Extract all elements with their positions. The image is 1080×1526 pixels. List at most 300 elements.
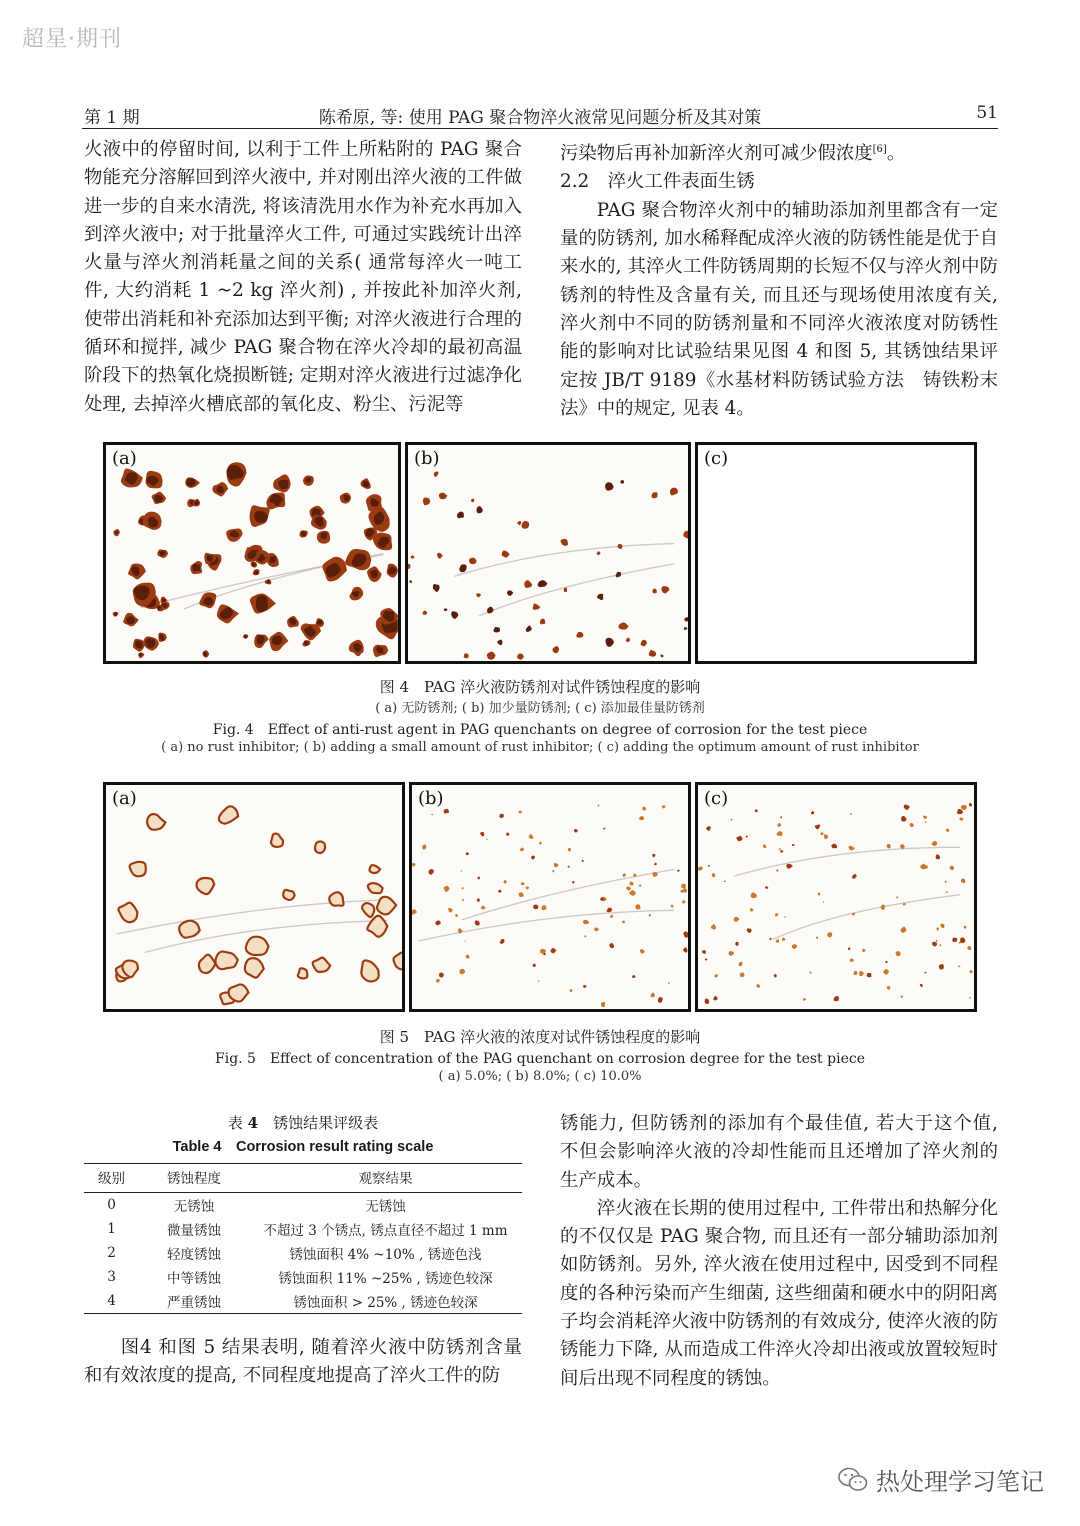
rust-spot <box>498 889 501 892</box>
rust-spot <box>816 937 818 939</box>
rust-spot <box>852 874 857 879</box>
rust-spot <box>654 863 657 866</box>
rust-spot <box>964 926 967 929</box>
rust-spot <box>680 890 683 893</box>
rust-spot <box>939 944 941 946</box>
rust-spot <box>497 640 502 646</box>
rust-spot <box>451 611 458 619</box>
rust-spot <box>746 835 748 837</box>
rust-spot <box>881 905 885 910</box>
rust-spot <box>271 834 283 847</box>
rust-spot <box>570 989 573 992</box>
rust-spot <box>626 638 630 642</box>
rust-spot <box>946 829 949 833</box>
rust-spot <box>428 869 433 875</box>
rust-spot <box>487 607 494 614</box>
column-header: 锈蚀程度 <box>139 1164 249 1193</box>
rust-spot <box>668 982 669 984</box>
rust-spot <box>848 846 854 851</box>
rust-spot <box>256 595 268 612</box>
rust-spot <box>246 937 269 955</box>
rust-spot <box>476 506 482 513</box>
rust-spot <box>436 979 440 983</box>
rust-spot <box>715 974 719 977</box>
header-rule <box>82 128 998 129</box>
rust-spot <box>606 908 612 913</box>
rust-spot <box>408 564 411 569</box>
rust-spot <box>529 834 534 839</box>
rust-spot <box>780 850 783 853</box>
rust-spot <box>245 958 264 978</box>
rust-spot <box>705 999 710 1004</box>
scratch-mark <box>479 564 674 616</box>
rust-spot <box>823 901 825 903</box>
left-column-top <box>84 136 522 419</box>
rust-spot <box>609 943 614 948</box>
rust-spot <box>623 873 627 876</box>
rust-spot <box>603 828 605 830</box>
rust-spot <box>329 892 343 905</box>
rust-spot <box>850 958 854 962</box>
rust-spot <box>486 838 487 840</box>
rust-spot <box>641 640 647 646</box>
rust-spot <box>736 836 742 841</box>
rust-spot <box>629 882 633 886</box>
fig5-caption-cn: 图 5 PAG 淬火液的浓度对试件锈蚀程度的影响 <box>379 1028 701 1046</box>
table-cell: 无锈蚀 <box>365 1199 406 1215</box>
running-title: 陈希原, 等: 使用 PAG 聚合物淬火液常见问题分析及其对策 <box>318 108 762 128</box>
rust-spot <box>192 564 200 571</box>
rust-spot <box>576 632 583 638</box>
rust-spot <box>854 971 858 975</box>
rust-spot <box>521 882 525 885</box>
rust-spot <box>729 951 735 956</box>
rust-spot <box>635 904 640 909</box>
reference-mark: [6] <box>872 144 887 155</box>
rust-spot <box>459 969 465 974</box>
rust-spot <box>411 555 415 558</box>
paragraph: 淬火液在长期的使用过程中, 工件带出和热解分化的不仅仅是 PAG 聚合物, 而且还有一部分辅助添加剂如防锈剂。另外, 淬火液在使用过程中, 因受到不同程度的各种污染而产生细菌, 这些细菌和硬水中的阴阳离子均会消耗淬火液中防锈剂的有效成分, 使淬火液的防锈能力下降, 从而造成工件淬火冷却出液或放置较短时间后出现不同程度的锈蚀。 <box>560 1197 998 1389</box>
column-header: 级别 <box>84 1164 139 1193</box>
rust-spot <box>632 975 636 978</box>
rust-spot <box>517 521 521 525</box>
rust-spot <box>683 531 688 539</box>
rust-spot <box>605 482 614 490</box>
rust-spot <box>532 964 535 967</box>
rust-spot <box>439 972 444 977</box>
rust-spot <box>502 550 510 557</box>
rust-spot <box>683 931 688 937</box>
rust-spot <box>920 984 923 987</box>
rust-spot <box>708 865 710 867</box>
rust-spot <box>466 852 469 855</box>
rust-spot <box>960 937 965 943</box>
rust-spot <box>574 829 578 833</box>
rust-spot <box>724 880 726 882</box>
rust-spot <box>561 539 568 546</box>
table4-title-cn: 表 4 锈蚀结果评级表 <box>227 1114 379 1132</box>
rust-spot <box>961 805 967 810</box>
rust-spot <box>936 854 940 859</box>
table-row <box>84 1241 522 1265</box>
panel-label: (a) <box>112 448 137 469</box>
rust-spot <box>640 949 645 954</box>
rust-spot <box>568 848 571 852</box>
fig5-panel-c <box>695 782 977 1012</box>
rust-spot <box>824 834 829 839</box>
rust-spot <box>661 586 669 593</box>
rust-spot <box>961 878 965 883</box>
rust-spot <box>437 553 443 559</box>
rust-spot <box>939 964 944 970</box>
right-column-bottom <box>560 1110 998 1393</box>
rust-spot <box>526 626 532 632</box>
rust-spot <box>298 968 308 978</box>
rust-spot <box>780 816 782 818</box>
rust-spot <box>197 878 215 894</box>
rust-spot <box>597 805 599 807</box>
table-cell: 0 <box>107 1197 116 1213</box>
rust-spot <box>967 946 971 950</box>
rust-spot <box>629 890 635 896</box>
rust-spot <box>422 611 427 615</box>
rust-spot <box>362 903 374 917</box>
rust-spot <box>910 823 914 827</box>
rust-spot <box>477 876 480 879</box>
rust-spot <box>583 920 589 924</box>
rust-spot <box>658 997 663 1003</box>
rust-spot <box>827 932 832 937</box>
table-cell: 锈蚀面积 4% ~10% , 锈迹色浅 <box>289 1247 482 1263</box>
rust-spot <box>946 891 948 893</box>
rust-spot <box>763 844 766 848</box>
wechat-watermark <box>838 1462 1044 1497</box>
rust-spot <box>409 580 412 583</box>
rust-spot <box>457 512 464 519</box>
table-cell: 1 <box>107 1221 116 1237</box>
rust-spot <box>423 497 430 505</box>
rust-spot <box>945 881 947 883</box>
rust-spot <box>792 944 797 949</box>
rust-spot <box>464 653 469 658</box>
paragraph: 污染物后再补加新淬火剂可减少假浓度[6]。 <box>560 143 906 165</box>
rust-spot <box>567 866 569 868</box>
rust-spot <box>435 920 441 925</box>
rust-spot <box>531 856 535 860</box>
rust-spot <box>493 627 500 633</box>
rust-spot <box>682 900 686 903</box>
rust-spot <box>601 1002 605 1007</box>
rust-spot <box>969 803 972 806</box>
rust-spot <box>698 867 703 871</box>
rating-table <box>84 1163 522 1314</box>
table-cell: 中等锈蚀 <box>167 1271 221 1287</box>
rust-spot <box>459 564 466 572</box>
panel-label: (c) <box>704 788 729 809</box>
rust-spot <box>652 589 656 594</box>
rust-spot <box>464 940 465 941</box>
rust-spot <box>639 884 641 886</box>
rust-spot <box>506 832 509 835</box>
table-cell: 锈蚀面积 11% ~25% , 锈迹色较深 <box>278 1271 493 1287</box>
scratch-mark <box>773 895 960 940</box>
rust-spot <box>462 899 464 901</box>
rust-spot <box>626 886 631 890</box>
fig4-panel-a <box>103 442 401 664</box>
section-heading: 2.2 淬火工件表面生锈 <box>560 171 755 193</box>
rust-spot <box>755 809 758 812</box>
rust-spot <box>377 897 396 915</box>
rust-spot <box>639 816 644 820</box>
rust-spot <box>500 939 505 944</box>
rust-spot <box>711 924 716 930</box>
rust-spot <box>422 845 426 850</box>
rust-spot <box>662 805 666 808</box>
rust-spot <box>434 471 439 476</box>
rust-spot <box>652 854 655 858</box>
scratch-mark <box>455 544 674 577</box>
rust-spot <box>582 860 584 862</box>
rust-spot <box>969 997 971 999</box>
right-column-top <box>560 136 998 423</box>
rust-spot <box>957 809 963 814</box>
fig4-caption-cn: 图 4 PAG 淬火液防锈剂对试件锈蚀程度的影响 <box>379 678 701 696</box>
rust-spot <box>649 650 656 657</box>
rust-spot <box>554 863 559 867</box>
rust-spot <box>900 995 902 997</box>
rust-spot <box>883 969 889 974</box>
rust-spot <box>394 952 402 969</box>
rust-spot <box>487 652 496 660</box>
table-cell: 严重锈蚀 <box>139 1289 249 1314</box>
rust-spot <box>315 841 325 853</box>
panel-label: (c) <box>704 448 729 469</box>
rust-spot <box>811 811 814 814</box>
rust-spot <box>820 832 823 835</box>
rust-spot <box>618 622 628 629</box>
rust-spot <box>480 832 484 837</box>
fig4-caption-en-sub: ( a) no rust inhibitor; ( b) adding a small amount of rust inhibitor; ( c) adding the optimum amount of rust inhibitor <box>161 740 919 755</box>
rust-spot <box>444 809 449 814</box>
rust-spot <box>895 951 900 956</box>
rust-spot <box>803 998 806 1001</box>
rust-spot <box>524 580 532 588</box>
rust-spot <box>677 870 680 872</box>
watermark-text: 热处理学习笔记 <box>876 1468 1044 1496</box>
rust-spot <box>924 972 926 974</box>
fig4-caption-en: Fig. 4 Effect of anti-rust agent in PAG quenchants on degree of corrosion for the test piece <box>212 722 868 738</box>
fig4-panel-b <box>405 442 691 664</box>
rust-spot <box>747 928 752 933</box>
table-cell: 无锈蚀 <box>173 1199 215 1215</box>
rust-spot <box>784 916 786 918</box>
rust-spot <box>959 817 963 820</box>
rust-spot <box>936 940 938 942</box>
rust-spot <box>705 958 708 960</box>
rust-spot <box>541 905 546 910</box>
rust-spot <box>706 826 711 831</box>
rust-spot <box>885 961 888 963</box>
rust-spot <box>130 862 146 876</box>
rust-spot <box>756 984 760 988</box>
rust-spot <box>367 916 387 937</box>
rust-spot <box>713 996 718 1000</box>
rust-spot <box>887 844 891 848</box>
rust-spot <box>368 883 383 893</box>
table-header-row <box>84 1164 522 1193</box>
rust-spot <box>925 821 927 823</box>
rust-spot <box>519 892 524 897</box>
rust-spot <box>887 986 891 990</box>
rust-spot <box>469 558 477 564</box>
rust-spot <box>776 940 779 943</box>
rust-spot <box>969 970 972 973</box>
rust-spot <box>503 880 507 883</box>
paragraph: 火液中的停留时间, 以利于工件上所粘附的 PAG 聚合物能充分溶解回到淬火液中, 并对刚出淬火液的工件做进一步的自来水清洗, 将该清洗用水作为补充水再加入到淬火液中; 对于批量淬火工件, 可通过实践统计出淬火量与淬火剂消耗量之间的关系( 通常每淬火一吨工件, 大约消耗 1 ~2 kg 淬火剂) , 并按此补加淬火剂, 使带出消耗和补充添加达到平衡; 对淬火液进行合理的循环和搅拌, 减少 PAG 聚合物在淬火冷却的最初高温阶段下的热氧化烧损断链; 定期对淬火液进行过滤净化处理, 去掉淬火槽底部的氧化皮、粉尘、污泥等 <box>84 139 522 415</box>
rust-spot <box>936 927 939 930</box>
table-cell: 不超过 3 个锈点, 锈点直径不超过 1 mm <box>263 1223 508 1239</box>
rust-spot <box>179 921 200 938</box>
scratch-mark <box>734 847 960 876</box>
rust-spot <box>552 870 554 872</box>
rust-spot <box>229 984 249 1001</box>
rust-spot <box>681 884 686 889</box>
rust-spot <box>952 937 957 942</box>
paragraph: 图4 和图 5 结果表明, 随着淬火液中防锈剂含量和有效浓度的提高, 不同程度地提高了淬火工件的防 <box>84 1337 522 1387</box>
rust-spot <box>507 590 513 596</box>
rust-spot <box>283 890 294 900</box>
watermark-logo: 超星·期刊 <box>22 27 122 52</box>
rust-specimen-image <box>408 445 688 661</box>
rust-spot <box>776 831 782 836</box>
rust-spot <box>533 905 538 910</box>
rust-spot <box>475 920 480 925</box>
table-cell: 3 <box>107 1269 116 1285</box>
rust-spot <box>617 544 622 549</box>
issue-label: 第 1 期 <box>84 108 140 128</box>
scratch-mark <box>461 869 674 920</box>
rust-spot <box>852 913 855 916</box>
rust-spot <box>597 551 601 555</box>
rust-spot <box>499 814 504 818</box>
fig5-panel-a <box>103 782 405 1012</box>
rust-spot <box>848 947 850 950</box>
table-cell: 4 <box>84 1289 139 1314</box>
rust-spot <box>215 952 237 970</box>
table-cell: 微量锈蚀 <box>167 1223 221 1239</box>
rust-spot <box>455 914 458 917</box>
rust-spot <box>932 942 937 947</box>
rust-spot <box>649 914 651 916</box>
rust-spot <box>552 646 559 653</box>
fig5-panel-b <box>409 782 691 1012</box>
rust-spot <box>750 908 754 911</box>
rust-spot <box>735 942 738 946</box>
rust-spot <box>642 807 646 811</box>
rust-spot <box>412 909 417 914</box>
rust-spot <box>476 593 481 597</box>
rust-spot <box>517 653 524 659</box>
rust-spot <box>520 848 524 852</box>
rust-spot <box>199 955 215 973</box>
rust-spot <box>466 955 470 959</box>
rust-spot <box>622 920 625 923</box>
rust-spot <box>448 908 453 913</box>
rust-spot <box>896 896 898 898</box>
rust-spot <box>651 993 655 998</box>
rust-specimen-image <box>412 785 688 1009</box>
rust-spot <box>433 584 440 592</box>
rust-spot <box>770 938 772 941</box>
panel-label: (a) <box>112 788 137 809</box>
rust-specimen-image <box>106 785 402 1009</box>
rust-spot <box>539 842 542 845</box>
rust-spot <box>431 814 433 816</box>
fig5-caption-en: Fig. 5 Effect of concentration of the PAG quenchant on corrosion degree for the test piece <box>215 1051 865 1067</box>
rust-spot <box>831 844 837 848</box>
fig4-panel-c <box>695 442 977 664</box>
rust-specimen-image <box>106 445 398 661</box>
rust-spot <box>862 949 865 952</box>
rust-spot <box>859 971 864 976</box>
rust-spot <box>461 870 462 872</box>
rust-spot <box>782 937 785 940</box>
rust-spot <box>610 915 613 918</box>
rust-spot <box>850 813 852 814</box>
paragraph: 锈能力, 但防锈剂的添加有个最佳值, 若大于这个值, 不但会影响淬火液的冷却性能而且还增加了淬火剂的生产成本。 <box>560 1113 998 1191</box>
table-row <box>84 1193 522 1218</box>
rust-spot <box>572 881 574 883</box>
rust-spot <box>620 480 624 484</box>
rust-spot <box>370 865 381 873</box>
table-cell: 锈蚀面积 > 25% , 锈迹色较深 <box>249 1289 522 1314</box>
rust-spot <box>471 499 474 503</box>
rust-spot <box>147 814 165 830</box>
table-row <box>84 1289 522 1314</box>
fig5-caption-en-sub: ( a) 5.0%; ( b) 8.0%; ( c) 10.0% <box>438 1069 642 1084</box>
rust-spot <box>481 905 486 909</box>
rust-spot <box>775 913 778 916</box>
page-number: 51 <box>976 103 998 123</box>
rust-spot <box>616 572 622 578</box>
rust-spot <box>550 948 556 953</box>
rust-spot <box>320 532 327 539</box>
paragraph: PAG 聚合物淬火剂中的辅助添加剂里都含有一定量的防锈剂, 加水稀释配成淬火液的防锈性能是优于自来水的, 其淬火工件防锈周期的长短不仅与淬火剂中防锈剂的特性及含量有关, 而且还与现场使用浓度有关, 淬火剂中不同的防锈剂量和不同淬火液浓度对防锈性能的影响对比试验结果见图 4 和图 5, 其锈蚀结果评定按 JB/T 9189《水基材料防锈试验方法 铸铁粉末法》中的规定, 见表 4。 <box>560 199 998 419</box>
rust-spot <box>412 863 416 867</box>
rust-spot <box>533 603 541 609</box>
rust-spot <box>444 886 450 892</box>
rust-spot <box>521 521 529 529</box>
rust-spot <box>739 962 743 967</box>
rust-spot <box>765 886 768 889</box>
rust-spot <box>774 974 777 977</box>
table-cell: 2 <box>107 1245 116 1261</box>
rust-spot <box>683 947 687 952</box>
rust-spot <box>751 892 757 898</box>
rust-spot <box>583 985 586 988</box>
rust-spot <box>901 816 907 822</box>
rust-spot <box>712 873 716 877</box>
rust-spot <box>584 935 586 937</box>
rust-spot <box>950 866 955 871</box>
rust-spot <box>932 841 938 846</box>
rust-spot <box>317 620 323 625</box>
rust-specimen-image <box>698 785 974 1009</box>
rust-spot <box>684 627 688 630</box>
rust-spot <box>118 903 137 922</box>
rust-spot <box>734 917 740 922</box>
rust-spot <box>605 638 614 647</box>
